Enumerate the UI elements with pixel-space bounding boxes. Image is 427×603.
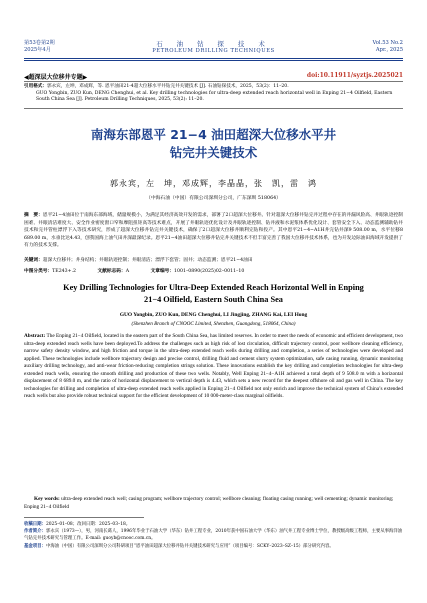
keywords-cn-label: 关键词：: [24, 258, 43, 263]
clc-value: TE243+.2: [52, 269, 77, 274]
abstract-en: [24, 333, 403, 401]
classification-line: [24, 268, 403, 274]
authors-en: GUO Yongbin, ZUO Kun, DENG Chenghui, LI Jingjing, ZHANG Kai, LEI Hong: [119, 312, 308, 318]
abstract-cn-label: 摘 要：: [24, 213, 43, 218]
keywords-en: [24, 496, 403, 511]
received-label: 收稿日期：: [24, 522, 46, 527]
journal-title-cn: 石 油 钻 探 技 术: [156, 40, 271, 48]
volume-cn: 第53卷第2期: [24, 40, 55, 46]
header-right: [373, 40, 403, 54]
affiliation-en: (Shenzhen Branch of CNOOC Limited, Shenzhen, Guangdong, 518064, China): [131, 321, 296, 327]
article-id-label: 文章编号：: [150, 269, 175, 274]
date-en: Apr., 2025: [375, 47, 403, 53]
author-bio-label: 作者简介：: [24, 529, 46, 535]
citation-cn: 郭永宾，左坤，邓成辉，等. 恩平油田21-4超大位移水平井钻完井关键技术 [J]. 石油钻探技术，2025，53(2)：11–20.: [46, 84, 289, 89]
date-cn: 2025年4月: [24, 47, 51, 53]
title-cn-line1: 南海东部恩平 21−4 油田超深大位移水平井: [90, 127, 337, 142]
footnote-rule: [24, 517, 144, 518]
doi-link[interactable]: doi:10.11911/syztjs.2025021: [306, 72, 403, 79]
article-title-cn: [0, 126, 427, 162]
abstract-cn: [24, 212, 403, 250]
abstract-en-text: The Enping 21−4 Oilfield, located in the eastern part of the South China Sea, has limited reserves. In order to meet the needs of economic and efficient development, two ultra-deep extended reach wells have been deployed.To address the challenges such as high risk of lost circulation, difficult trajectory control, poor wellbore cleaning efficiency, narrow safety density window, and high friction and torque in the ultra-deep extended reach wells during drilling and completion, a series of technologies were developed and applied. These technologies include wellbore trajectory design and precise control, drilling fluid and cement slurry system optimization, safe casing running, dynamic monitoring auxiliary drilling technology, and anti-wear friction-reducing completion strings solution. These innovations establish the key drilling and completion technologies for ultra-deep extended reach wells, ensuring the smooth drilling and production of these two wells. Notably, Well Enping 21−4−A1H achieved a total depth of 9 508.0 m with a horizontal displacement of 8 689.0 m, and the ratio of horizontal displacement to vertical depth is 4.43, which sets a new record for the deepest offshore oil and gas well in China. The key technologies for drilling and completion of ultra-deep extended reach wells applied in Enping 21−4 Oilfield not only enrich and improve the technical system of China’s extended reach wells but also provide robust technical support for the efficient development of 10 000-meter-class marginal oilfields.: [24, 333, 403, 400]
citation-block: [24, 84, 403, 104]
code-value: A: [125, 269, 130, 274]
author-bio-text: 郭永宾（1973—），男，河南长葛人，1996年毕业于石油大学（华东）钻井工程专业，2010年获中国石油大学（华东）油气井工程专业博士学位，教授级高级工程师，主要从事海洋油气钻完井技术研究与管理工作。E-mail: guoyb@cnooc.com.cn。: [24, 529, 403, 542]
fund-text: 中海油（中国）有限公司深圳分公司科研项目“恩平油田超深大位移井钻井关键技术研究与应用”（项目编号：SCKY–2023–SZ–15）部分研究内容。: [45, 543, 334, 549]
divider: [24, 81, 403, 82]
abstract-en-label: Abstract:: [24, 333, 46, 339]
keywords-cn-text: 超深大位移井；井身结构；井眼轨迹控制；井眼清洁；漂浮下套管；固井；动态监测；恩平21−4油田: [42, 258, 253, 263]
abstract-cn-text: 恩平21−4油田位于南海东部海域，储量规模小，为满足其经济高效开发的需求，部署了2口超深大位移井。针对超深大位移井钻完井过程中存在的井漏风险高、井眼轨迹控制困难、井眼清洁难度大、安全作业密度窗口窄和摩阻扭矩高等技术难点，开展了井眼轨迹优化设计及井眼轨迹控制、钻井液和水泥浆体系优化设计、套管安全下入、动态监测辅助钻井技术和完井管柱漂浮下入等技术研究，形成了超深大位移井钻完井关键技术，确保了2口超深大位移井顺利完钻和投产。其中恩平21−4−A1H井完钻井深9 508.00 m，水平位移8 689.00 m，水垂比达4.43，创我国海上油气田井深最深纪录。恩平21−4油田超深大位移井钻完井关键技术不但丰富完善了我国大位移井技术体系，也为开发边际油田海域开发提供了有力的技术支撑。: [24, 213, 403, 249]
article-title-en: [0, 282, 427, 305]
authors-cn: 郭永宾，左 坤，邓成辉，李晶晶，张 凯，雷 鸿: [110, 179, 317, 188]
journal-title-en: PETROLEUM DRILLING TECHNIQUES: [152, 48, 275, 54]
citation-label: 引用格式：: [24, 84, 47, 89]
header-center: [0, 40, 427, 55]
title-en-line2: 21−4 Oilfield, Eastern South China Sea: [144, 294, 283, 304]
code-label: 文献标志码：: [97, 269, 126, 274]
column-tag: ◀超深层大位移井专题▶: [24, 74, 88, 81]
footnotes: [24, 521, 403, 550]
divider: [24, 108, 403, 109]
citation-en: GUO Yongbin, ZUO Kun, DENG Chenghui, et al. Key drilling technologies for ultra-deep extended reach horizontal well in Enping 21−4 Oilfield, Eastern South China Sea [J]. Petroleum Drilling Techniques, 2025, 53(2): 11–20.: [36, 90, 393, 103]
header-rule: [24, 58, 403, 59]
affiliation-cn: （中海石油（中国）有限公司深圳分公司，广东深圳 518064）: [146, 196, 281, 201]
received-text: 2025–01–08；改回日期：2025–03–18。: [45, 522, 131, 527]
title-cn-line2: 钻完井关键技术: [169, 145, 258, 160]
keywords-cn: [24, 257, 403, 265]
keywords-en-text: ultra-deep extended reach well; casing program; wellbore trajectory control; wellbore cleaning; floating casing running; well cementing; dynamic monitoring; Enping 21−4 Oilfield: [24, 496, 394, 510]
fund-label: 基金项目：: [24, 543, 46, 549]
volume-en: Vol.53 No.2: [372, 40, 403, 46]
keywords-en-label: Key words:: [34, 496, 60, 502]
title-en-line1: Key Drilling Technologies for Ultra-Deep Extended Reach Horizontal Well in Enping: [63, 283, 364, 292]
header-rule-thin: [24, 60, 403, 61]
article-id-value: 1001–0890(2025)02–0011–10: [174, 269, 245, 274]
clc-label: 中图分类号：: [24, 269, 53, 274]
